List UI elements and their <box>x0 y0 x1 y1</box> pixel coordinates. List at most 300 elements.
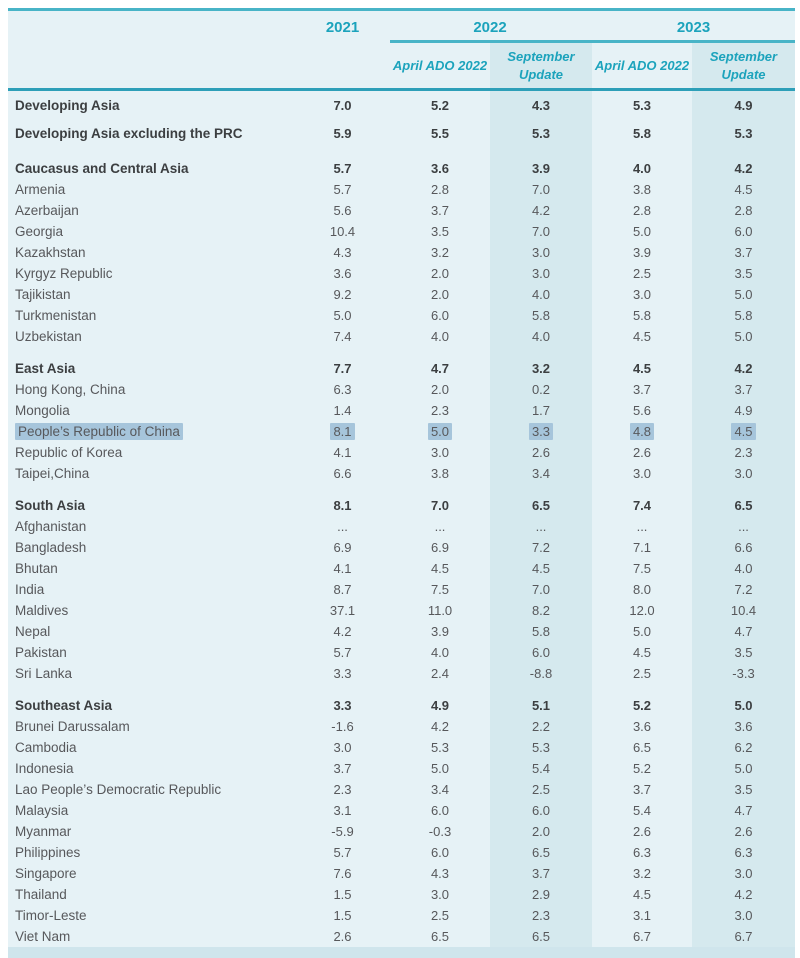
value-cell <box>592 737 692 758</box>
row-label: Pakistan <box>15 645 67 660</box>
row-label: Afghanistan <box>15 519 87 534</box>
value-cell <box>692 242 795 263</box>
value: 8.7 <box>333 582 352 597</box>
value: 3.6 <box>430 161 450 176</box>
value-cell <box>592 716 692 737</box>
value-cell <box>592 779 692 800</box>
value-cell <box>390 463 490 484</box>
value: 5.7 <box>333 161 352 176</box>
value-cell <box>295 263 390 284</box>
value-cell <box>390 621 490 642</box>
value: 2.3 <box>734 445 753 460</box>
value-cell <box>692 221 795 242</box>
row-label: Caucasus and Central Asia <box>15 161 189 176</box>
value-cell <box>490 926 592 947</box>
row-label: Indonesia <box>15 761 74 776</box>
value-cell <box>692 263 795 284</box>
value: 7.5 <box>430 582 450 597</box>
value-cell <box>592 92 692 120</box>
row-label: Viet Nam <box>15 929 71 944</box>
value-cell <box>490 120 592 148</box>
table-row <box>8 663 795 684</box>
row-label: Tajikistan <box>15 287 71 302</box>
value: 4.5 <box>731 423 755 440</box>
value-cell <box>692 758 795 779</box>
value-cell <box>592 600 692 621</box>
table-row <box>8 926 795 947</box>
value-cell <box>390 379 490 400</box>
value: 4.2 <box>531 203 551 218</box>
value-cell <box>295 663 390 684</box>
table-row <box>8 758 795 779</box>
value: 5.2 <box>430 98 450 113</box>
value: 5.7 <box>333 182 352 197</box>
table-top-rule <box>8 8 795 11</box>
value-cell <box>592 221 692 242</box>
value-cell <box>692 600 795 621</box>
value-cell <box>490 179 592 200</box>
value: 7.0 <box>531 224 551 239</box>
value: 5.0 <box>734 329 753 344</box>
value: 7.6 <box>333 866 352 881</box>
value-cell <box>490 621 592 642</box>
table-row <box>8 842 795 863</box>
value-cell <box>295 905 390 926</box>
value-cell <box>390 305 490 326</box>
value-cell <box>390 926 490 947</box>
value-cell <box>592 800 692 821</box>
value: 3.0 <box>531 266 551 281</box>
row-label-cell <box>8 379 295 400</box>
value-cell <box>592 821 692 842</box>
row-label-cell <box>8 221 295 242</box>
value: 5.7 <box>333 845 352 860</box>
value-cell <box>692 284 795 305</box>
row-label-cell <box>8 779 295 800</box>
value: 4.7 <box>734 624 753 639</box>
value: 3.7 <box>632 782 652 797</box>
value: 3.6 <box>632 719 652 734</box>
value-cell <box>390 695 490 716</box>
value: 3.0 <box>430 445 450 460</box>
value: 2.8 <box>734 203 753 218</box>
value-cell <box>390 716 490 737</box>
value-cell <box>490 158 592 179</box>
value-cell <box>692 92 795 120</box>
row-label-cell <box>8 821 295 842</box>
value: 7.4 <box>333 329 352 344</box>
value-cell <box>390 737 490 758</box>
value-cell <box>490 305 592 326</box>
value-cell <box>490 516 592 537</box>
row-label-cell <box>8 716 295 737</box>
value: 7.0 <box>531 582 551 597</box>
value: 7.7 <box>333 361 352 376</box>
table-row <box>8 695 795 716</box>
value-cell <box>295 92 390 120</box>
value-cell <box>295 695 390 716</box>
value: 2.0 <box>430 266 450 281</box>
value-cell <box>390 242 490 263</box>
value-cell <box>692 158 795 179</box>
value: 5.0 <box>734 698 753 713</box>
header-bottom-rule <box>8 88 795 91</box>
value: ... <box>636 519 648 534</box>
value: 4.5 <box>734 182 753 197</box>
value-cell <box>490 716 592 737</box>
value-cell <box>592 263 692 284</box>
value: 6.6 <box>333 466 352 481</box>
value-cell <box>390 800 490 821</box>
value: 4.2 <box>734 161 753 176</box>
value-cell <box>490 558 592 579</box>
value: 8.1 <box>333 498 352 513</box>
value: 4.3 <box>531 98 551 113</box>
value-cell <box>490 200 592 221</box>
value: 4.9 <box>734 98 753 113</box>
value-cell <box>692 884 795 905</box>
value: 11.0 <box>427 603 453 618</box>
value: 2.6 <box>734 824 753 839</box>
value: 6.5 <box>531 929 551 944</box>
table-row <box>8 600 795 621</box>
value: 0.2 <box>531 382 551 397</box>
table-row <box>8 305 795 326</box>
value-cell <box>295 442 390 463</box>
value-cell <box>592 558 692 579</box>
value-cell <box>295 642 390 663</box>
value: 2.0 <box>430 382 450 397</box>
row-label-cell <box>8 884 295 905</box>
value-cell <box>592 463 692 484</box>
value: 2.2 <box>531 719 551 734</box>
value-cell <box>592 421 692 442</box>
value-cell <box>592 579 692 600</box>
value-cell <box>490 600 592 621</box>
value-cell <box>692 579 795 600</box>
value: 5.3 <box>531 740 551 755</box>
value: 3.4 <box>531 466 551 481</box>
value-cell <box>295 242 390 263</box>
value-cell <box>390 863 490 884</box>
section-spacer <box>8 484 795 495</box>
table-row <box>8 284 795 305</box>
value: 3.3 <box>333 698 352 713</box>
value: -1.6 <box>331 719 354 734</box>
value: 6.9 <box>333 540 352 555</box>
value-cell <box>692 926 795 947</box>
value-cell <box>390 158 490 179</box>
value-cell <box>592 842 692 863</box>
value: 10.4 <box>730 603 757 618</box>
value: 3.5 <box>734 266 753 281</box>
value: 2.8 <box>430 182 450 197</box>
value: 7.4 <box>632 498 652 513</box>
value-cell <box>295 179 390 200</box>
value: ... <box>535 519 547 534</box>
value: 2.3 <box>333 782 352 797</box>
value-cell <box>295 463 390 484</box>
value-cell <box>390 905 490 926</box>
table-row <box>8 884 795 905</box>
value: 2.0 <box>430 287 450 302</box>
row-label-cell <box>8 663 295 684</box>
row-label-cell <box>8 926 295 947</box>
value: 5.9 <box>333 126 352 141</box>
value-cell <box>692 179 795 200</box>
row-label-cell <box>8 179 295 200</box>
table-row <box>8 579 795 600</box>
row-label-cell <box>8 400 295 421</box>
value: 3.0 <box>734 466 753 481</box>
value: 3.3 <box>333 666 352 681</box>
value: 7.0 <box>531 182 551 197</box>
row-label: Developing Asia <box>15 98 120 113</box>
value-cell <box>692 379 795 400</box>
value: 4.7 <box>734 803 753 818</box>
table-row <box>8 495 795 516</box>
value-cell <box>390 758 490 779</box>
row-label-cell <box>8 263 295 284</box>
table-row <box>8 642 795 663</box>
value: 5.1 <box>531 698 551 713</box>
value-cell <box>295 537 390 558</box>
value-cell <box>592 442 692 463</box>
value: 2.5 <box>632 666 652 681</box>
value-cell <box>592 863 692 884</box>
table-row <box>8 421 795 442</box>
row-label: India <box>15 582 45 597</box>
row-label: Armenia <box>15 182 66 197</box>
value: -8.8 <box>529 666 553 681</box>
row-label-cell <box>8 558 295 579</box>
row-label: People’s Republic of China <box>15 423 183 440</box>
value: 37.1 <box>329 603 356 618</box>
value: 3.0 <box>632 466 652 481</box>
table-row <box>8 242 795 263</box>
row-label: East Asia <box>15 361 76 376</box>
value-cell <box>390 884 490 905</box>
value-cell <box>490 326 592 347</box>
row-label: Bhutan <box>15 561 58 576</box>
value: 3.2 <box>632 866 652 881</box>
value: 1.4 <box>333 403 352 418</box>
value-cell <box>490 905 592 926</box>
value-cell <box>490 442 592 463</box>
value: 6.5 <box>531 845 551 860</box>
value: 6.0 <box>430 308 450 323</box>
value: 12.0 <box>629 603 655 618</box>
table-row <box>8 263 795 284</box>
row-label: Lao People’s Democratic Republic <box>15 782 222 797</box>
value-cell <box>390 842 490 863</box>
year-header-2022: 2022 <box>473 19 507 36</box>
value: 3.9 <box>632 245 652 260</box>
value: 4.0 <box>531 329 551 344</box>
value-cell <box>592 242 692 263</box>
value-cell <box>692 463 795 484</box>
value-cell <box>295 779 390 800</box>
value: 5.0 <box>632 224 652 239</box>
value: ... <box>337 519 348 534</box>
value: 1.7 <box>531 403 551 418</box>
value-cell <box>490 358 592 379</box>
value-cell <box>592 305 692 326</box>
subheader-september-update-2022: September Update <box>507 49 575 82</box>
value: 3.4 <box>430 782 450 797</box>
value-cell <box>295 305 390 326</box>
value-cell <box>692 516 795 537</box>
value: 3.7 <box>430 203 450 218</box>
value: 5.0 <box>333 308 352 323</box>
value: 2.6 <box>333 929 352 944</box>
value: 4.9 <box>430 698 450 713</box>
value-cell <box>490 579 592 600</box>
value-cell <box>692 537 795 558</box>
section-spacer <box>8 148 795 158</box>
value: 6.3 <box>333 382 352 397</box>
table-row <box>8 800 795 821</box>
value-cell <box>295 863 390 884</box>
value-cell <box>295 284 390 305</box>
row-label-cell <box>8 905 295 926</box>
value-cell <box>692 305 795 326</box>
value-cell <box>592 358 692 379</box>
value-cell <box>490 821 592 842</box>
value-cell <box>295 558 390 579</box>
value: 3.7 <box>734 382 753 397</box>
value-cell <box>295 737 390 758</box>
value-cell <box>295 200 390 221</box>
value-cell <box>490 463 592 484</box>
row-label-cell <box>8 695 295 716</box>
value: 3.9 <box>430 624 450 639</box>
row-label: Republic of Korea <box>15 445 123 460</box>
value: 5.4 <box>632 803 652 818</box>
value-cell <box>295 326 390 347</box>
value-cell <box>692 716 795 737</box>
value: 4.3 <box>430 866 450 881</box>
value-cell <box>295 884 390 905</box>
value: 2.3 <box>531 908 551 923</box>
row-label-cell <box>8 800 295 821</box>
row-label-cell <box>8 758 295 779</box>
row-label-cell <box>8 358 295 379</box>
value: 4.1 <box>333 561 352 576</box>
value-cell <box>592 516 692 537</box>
value-cell <box>692 821 795 842</box>
value: 4.5 <box>632 329 652 344</box>
table-row <box>8 379 795 400</box>
row-label: Kazakhstan <box>15 245 86 260</box>
row-label-cell <box>8 200 295 221</box>
value-cell <box>592 926 692 947</box>
value: 3.2 <box>430 245 450 260</box>
value-cell <box>390 263 490 284</box>
row-label-cell <box>8 537 295 558</box>
value: 4.7 <box>430 361 450 376</box>
value-cell <box>295 716 390 737</box>
row-label-cell <box>8 737 295 758</box>
value: 5.3 <box>531 126 551 141</box>
value-cell <box>490 221 592 242</box>
table-row <box>8 779 795 800</box>
value-cell <box>295 579 390 600</box>
value: 4.2 <box>333 624 352 639</box>
table-row <box>8 716 795 737</box>
value: 2.3 <box>430 403 450 418</box>
value: 3.7 <box>734 245 753 260</box>
value-cell <box>295 358 390 379</box>
table-row <box>8 158 795 179</box>
row-label-cell <box>8 579 295 600</box>
value-cell <box>592 758 692 779</box>
table-row <box>8 120 795 148</box>
value-cell <box>692 642 795 663</box>
value-cell <box>390 400 490 421</box>
value-cell <box>295 758 390 779</box>
value: 4.0 <box>632 161 652 176</box>
value: 3.8 <box>430 466 450 481</box>
table-row <box>8 621 795 642</box>
value: 4.9 <box>734 403 753 418</box>
row-label-cell <box>8 863 295 884</box>
value: 3.6 <box>734 719 753 734</box>
value-cell <box>692 621 795 642</box>
value-cell <box>295 800 390 821</box>
value-cell <box>592 621 692 642</box>
value-cell <box>295 600 390 621</box>
value-cell <box>390 421 490 442</box>
value-cell <box>692 421 795 442</box>
row-label: Myanmar <box>15 824 72 839</box>
value: 1.5 <box>333 908 352 923</box>
value-cell <box>390 600 490 621</box>
value-cell <box>692 905 795 926</box>
row-label: Southeast Asia <box>15 698 113 713</box>
row-label: Georgia <box>15 224 64 239</box>
value: 6.0 <box>531 803 551 818</box>
value-cell <box>692 120 795 148</box>
value-cell <box>295 926 390 947</box>
year-header-2023: 2023 <box>676 19 711 36</box>
value-cell <box>490 779 592 800</box>
value: 6.3 <box>734 845 753 860</box>
value: 3.8 <box>632 182 652 197</box>
table-bottom-band <box>8 947 795 958</box>
value: 7.1 <box>632 540 652 555</box>
value: 4.8 <box>630 423 654 440</box>
value: 6.5 <box>531 498 551 513</box>
section-spacer <box>8 684 795 695</box>
section-spacer <box>8 347 795 358</box>
value-cell <box>490 863 592 884</box>
value-cell <box>490 842 592 863</box>
value: 2.6 <box>632 824 652 839</box>
value: -3.3 <box>732 666 755 681</box>
value: 5.0 <box>428 423 452 440</box>
value: 5.8 <box>734 308 753 323</box>
value-cell <box>592 200 692 221</box>
value: 4.0 <box>430 645 450 660</box>
value: 3.0 <box>734 866 753 881</box>
value: ... <box>738 519 749 534</box>
row-label: Nepal <box>15 624 51 639</box>
value-cell <box>390 200 490 221</box>
value-cell <box>295 400 390 421</box>
value: 6.0 <box>430 845 450 860</box>
row-label-cell <box>8 92 295 120</box>
